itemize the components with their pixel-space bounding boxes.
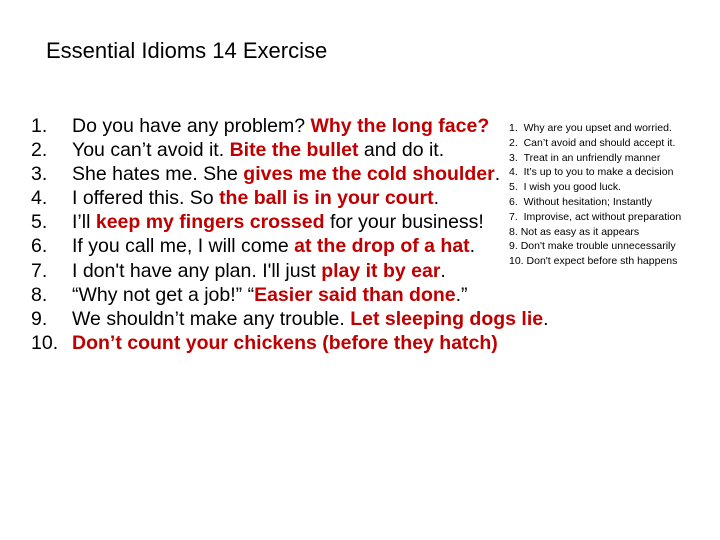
exercise-sentence [31,114,549,138]
meaning-number: 6. [509,195,524,208]
meaning-number: 9. [509,240,521,253]
sentence-fragment: I offered this. So [72,187,220,210]
idiom-highlight: gives me the cold shoulder [243,163,495,186]
sentence-fragment: We shouldn’t make any trouble. [72,307,351,330]
sentence-text [72,259,446,283]
exercise-sentence [31,186,549,210]
meaning-number: 4. [509,166,524,179]
sentence-fragment: and do it. [358,139,445,162]
sentence-fragment: Do you have any problem? [72,115,311,137]
meaning-text: Why are you upset and worried. [523,122,672,134]
meaning-text: It’s up to you to make a decision [523,166,674,179]
sentence-fragment: She hates me. She [72,163,244,186]
meaning-text: Can’t avoid and should accept it. [523,136,676,149]
idiom-highlight: play it by ear [321,259,441,282]
sentence-number: 8. [31,283,48,306]
exercise-sentence [31,234,549,258]
sentence-fragment: . [433,187,440,210]
meaning-number: 8. [509,225,521,238]
idiom-meaning [509,180,681,195]
idiom-meaning-list [509,121,681,269]
meaning-number: 10. [509,255,527,268]
sentence-text [72,283,468,307]
meaning-text: Don't make trouble unnecessarily [520,240,676,253]
sentence-fragment: If you call me, I will come [72,235,295,258]
idiom-meaning [509,225,681,240]
idiom-highlight: Bite the bullet [229,139,359,162]
sentence-number: 5. [31,211,48,234]
idiom-meaning [509,151,681,166]
sentence-fragment: “Why not get a job!” “ [72,283,255,306]
sentence-text [72,114,489,138]
idiom-highlight: Easier said than done [254,283,456,306]
sentence-number: 1. [31,115,48,137]
sentence-fragment: . [494,163,501,186]
meaning-text: Not as easy as it appears [520,225,640,238]
idiom-highlight: Let sleeping dogs lie [350,307,544,330]
meaning-text: Don't expect before sth happens [526,255,678,268]
exercise-sentence [31,259,549,283]
meaning-text: Without hesitation; Instantly [523,195,652,208]
sentence-text [72,331,498,355]
sentence-text [72,210,484,234]
exercise-sentence [31,283,549,307]
sentence-number: 4. [31,187,48,210]
sentence-fragment: for your business! [324,211,484,234]
meaning-text: Treat in an unfriendly manner [523,151,661,164]
sentence-number: 10. [31,331,59,354]
idiom-meaning [509,254,681,269]
sentence-fragment: . [469,235,476,258]
exercise-sentence [31,307,549,331]
sentence-text [72,162,500,186]
sentence-number: 9. [31,307,48,330]
meaning-number: 7. [509,210,524,223]
idiom-highlight: at the drop of a hat [294,235,470,258]
sentence-text [72,186,439,210]
sentence-number: 7. [31,259,48,282]
exercise-sentence-list [31,114,549,355]
sentence-fragment: I’ll [72,211,96,234]
exercise-sentence [31,138,549,162]
idiom-meaning [509,136,681,151]
meaning-number: 2. [509,136,524,149]
idiom-highlight: the ball is in your court [219,187,434,210]
idiom-meaning [509,239,681,254]
meaning-number: 1. [509,122,524,134]
sentence-text [72,138,444,162]
sentence-fragment: . [543,307,549,330]
meaning-text: I wish you good luck. [523,181,622,194]
meaning-number: 5. [509,181,524,194]
exercise-sentence [31,162,549,186]
idiom-meaning [509,195,681,210]
sentence-fragment: . [440,259,446,282]
sentence-number: 3. [31,163,48,186]
exercise-sentence [31,210,549,234]
exercise-sentence [31,331,549,355]
sentence-fragment: You can’t avoid it. [72,139,230,162]
idiom-meaning [509,210,681,225]
sentence-number: 2. [31,139,48,162]
idiom-meaning [509,121,681,136]
idiom-highlight: keep my fingers crossed [95,211,325,234]
sentence-text [72,234,475,258]
sentence-number: 6. [31,235,48,258]
meaning-text: Improvise, act without preparation [523,210,682,223]
idiom-highlight: Don’t count your chickens (before they hatch) [72,331,498,354]
sentence-fragment: I don't have any plan. I'll just [72,259,322,282]
sentence-text [72,307,549,331]
slide-title: Essential Idioms 14 Exercise [46,38,328,63]
meaning-number: 3. [509,151,524,164]
sentence-fragment: .” [455,283,468,306]
idiom-highlight: Why the long face? [310,115,490,137]
idiom-meaning [509,165,681,180]
